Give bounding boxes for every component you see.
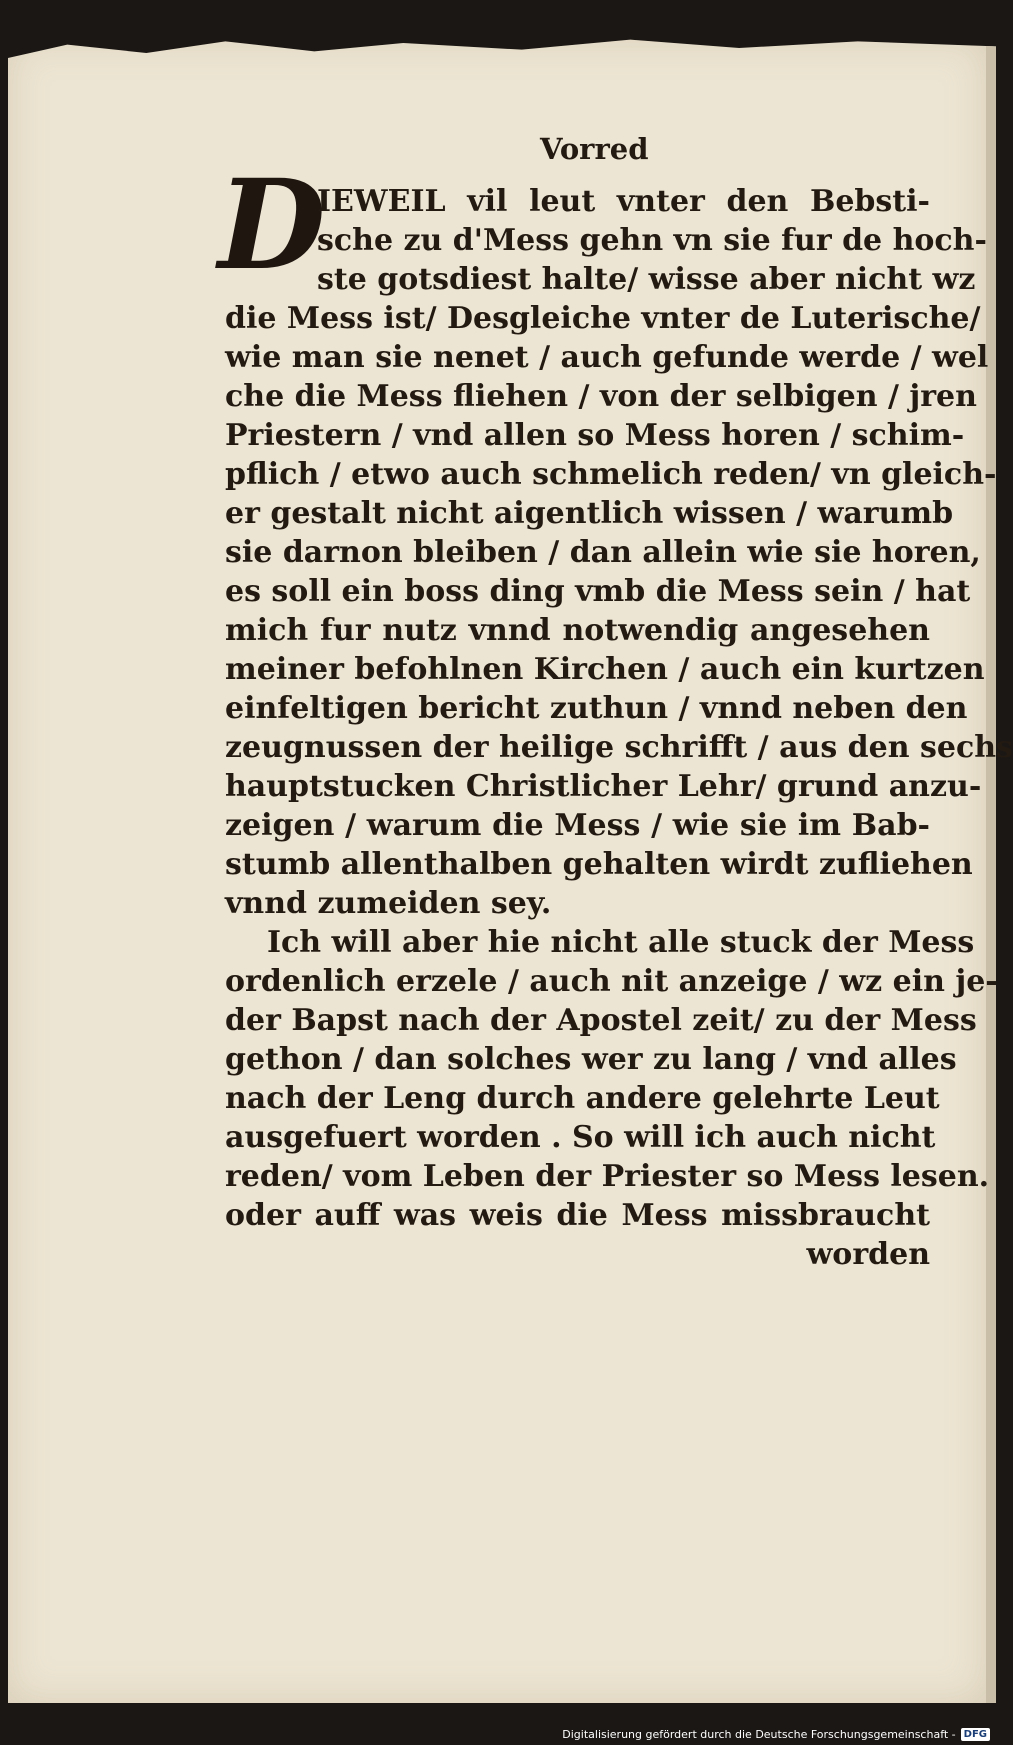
dfg-logo: DFG bbox=[961, 1728, 990, 1741]
catchword: worden bbox=[806, 1237, 930, 1272]
text-line: reden/ vom Leben der Priester so Mess lesen. bbox=[225, 1159, 990, 1194]
page-headline: Vorred bbox=[540, 132, 649, 166]
text-line: meiner befohlnen Kirchen / auch ein kurtzen bbox=[225, 652, 985, 687]
text-line: ausgefuert worden . So will ich auch nicht bbox=[225, 1120, 936, 1155]
text-line: der Bapst nach der Apostel zeit/ zu der Mess bbox=[225, 1003, 977, 1038]
text-line: sie darnon bleiben / dan allein wie sie horen, bbox=[225, 535, 981, 570]
text-line: gethon / dan solches wer zu lang / vnd alles bbox=[225, 1042, 957, 1077]
text-line: mich fur nutz vnnd notwendig angesehen bbox=[225, 613, 930, 648]
decorated-initial-letter: D bbox=[218, 153, 326, 298]
text-line: zeigen / warum die Mess / wie sie im Bab- bbox=[225, 808, 930, 843]
text-line: vnnd zumeiden sey. bbox=[225, 886, 552, 921]
text-line: die Mess ist/ Desgleiche vnter de Luterische/ bbox=[225, 301, 981, 336]
text-line: ste gotsdiest halte/ wisse aber nicht wz bbox=[317, 262, 976, 297]
digitization-credit bbox=[562, 1728, 990, 1741]
text-line: er gestalt nicht aigentlich wissen / warumb bbox=[225, 496, 954, 531]
text-line: hauptstucken Christlicher Lehr/ grund anzu- bbox=[225, 769, 982, 804]
text-line: pflich / etwo auch schmelich reden/ vn gleich- bbox=[225, 457, 997, 492]
text-line: einfeltigen bericht zuthun / vnnd neben den bbox=[225, 691, 968, 726]
text-line: oder auff was weis die Mess missbraucht bbox=[225, 1198, 930, 1233]
text-line: sche zu d'Mess gehn vn sie fur de hoch- bbox=[317, 223, 987, 258]
text-line: stumb allenthalben gehalten wirdt zufliehen bbox=[225, 847, 973, 882]
text-line: Ich will aber hie nicht alle stuck der Mess bbox=[267, 925, 975, 960]
text-line: nach der Leng durch andere gelehrte Leut bbox=[225, 1081, 940, 1116]
text-line: IEWEIL vil leut vnter den Bebsti- bbox=[317, 184, 930, 219]
text-line: ordenlich erzele / auch nit anzeige / wz ein je- bbox=[225, 964, 998, 999]
text-line: wie man sie nenet / auch gefunde werde / wel bbox=[225, 340, 989, 375]
credit-text: Digitalisierung gefördert durch die Deutsche Forschungsgemeinschaft - bbox=[562, 1728, 956, 1741]
body-text bbox=[225, 182, 1013, 1274]
text-line: es soll ein boss ding vmb die Mess sein / hat bbox=[225, 574, 971, 609]
text-line: zeugnussen der heilige schrifft / aus den sechs bbox=[225, 730, 1013, 765]
text-line: Priestern / vnd allen so Mess horen / schim- bbox=[225, 418, 965, 453]
text-line: che die Mess fliehen / von der selbigen / jren bbox=[225, 379, 977, 414]
